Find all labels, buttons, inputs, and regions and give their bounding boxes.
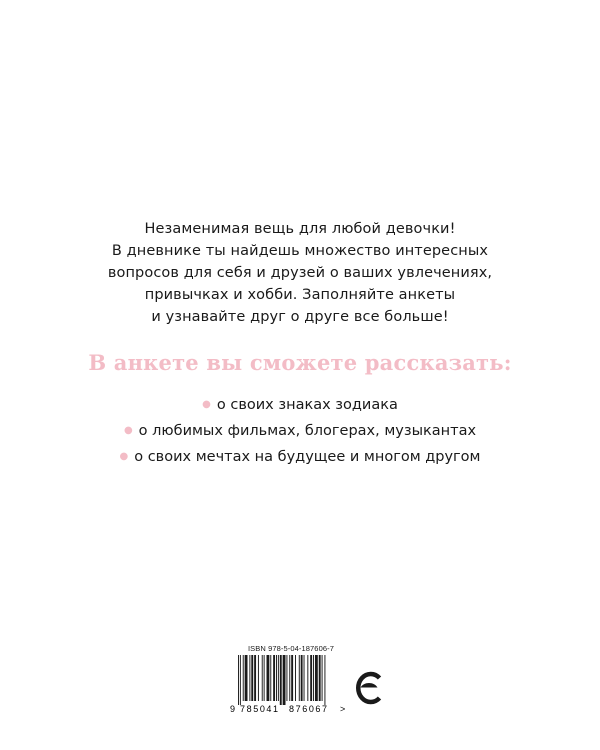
list-item-text: о своих мечтах на будущее и многом другом <box>134 449 481 465</box>
barcode-bar <box>301 655 303 701</box>
barcode-bar <box>245 655 248 701</box>
list-item <box>0 445 600 471</box>
barcode-arrow: > <box>340 704 346 714</box>
barcode-bar <box>319 655 321 701</box>
barcode-bar <box>289 655 290 701</box>
barcode-bar <box>249 655 250 701</box>
barcode-bar <box>324 655 325 705</box>
publisher-logo-icon <box>354 669 384 707</box>
intro-text <box>0 218 600 328</box>
intro-line: вопросов для себя и друзей о ваших увлечениях, <box>107 265 493 281</box>
bullet-list <box>0 393 600 471</box>
barcode-bar <box>264 655 265 701</box>
barcode-bar <box>258 655 259 701</box>
section-heading: В анкете вы сможете рассказать: <box>88 350 512 375</box>
barcode-digits-left: 785041 <box>240 704 280 714</box>
barcode-bar <box>304 655 305 701</box>
barcode-bar <box>291 655 293 701</box>
barcode-digit-first: 9 <box>230 704 236 714</box>
barcode-bar <box>240 655 241 705</box>
bullet-dot-icon: ● <box>119 451 129 462</box>
list-item-text: о своих знаках зодиака <box>216 397 398 413</box>
barcode-bar <box>254 655 256 701</box>
barcode-bar <box>286 655 287 701</box>
barcode-bar <box>278 655 279 701</box>
barcode <box>229 655 353 715</box>
list-item-text: о любимых фильмах, блогерах, музыкантах <box>138 423 477 439</box>
intro-line: привычках и хобби. Заполняйте анкеты <box>144 287 456 303</box>
barcode-digits-right: 876067 <box>289 704 329 714</box>
barcode-bar <box>307 655 308 701</box>
list-item <box>0 419 600 445</box>
barcode-bar <box>243 655 244 701</box>
barcode-bar <box>251 655 253 701</box>
barcode-bar <box>238 655 239 705</box>
barcode-bar <box>322 655 323 701</box>
list-item <box>0 393 600 419</box>
barcode-bar <box>310 655 312 701</box>
barcode-bar <box>280 655 282 705</box>
barcode-bar <box>295 655 296 701</box>
barcode-bar <box>270 655 271 701</box>
intro-line: В дневнике ты найдешь множество интересных <box>111 243 489 259</box>
barcode-bars <box>238 655 325 705</box>
intro-line: и узнавайте друг о друге все больше! <box>151 309 449 325</box>
barcode-bar <box>267 655 270 701</box>
isbn-label: ISBN 978-5-04-187606-7 <box>247 644 334 653</box>
barcode-bar <box>273 655 275 701</box>
barcode-bar <box>299 655 300 701</box>
barcode-bar <box>262 655 263 701</box>
intro-line: Незаменимая вещь для любой девочки! <box>144 221 456 237</box>
barcode-bar <box>315 655 318 701</box>
barcode-bar <box>283 655 286 705</box>
bullet-dot-icon: ● <box>202 399 211 410</box>
barcode-bar <box>313 655 314 701</box>
bullet-dot-icon: ● <box>123 425 133 436</box>
barcode-bar <box>276 655 277 701</box>
